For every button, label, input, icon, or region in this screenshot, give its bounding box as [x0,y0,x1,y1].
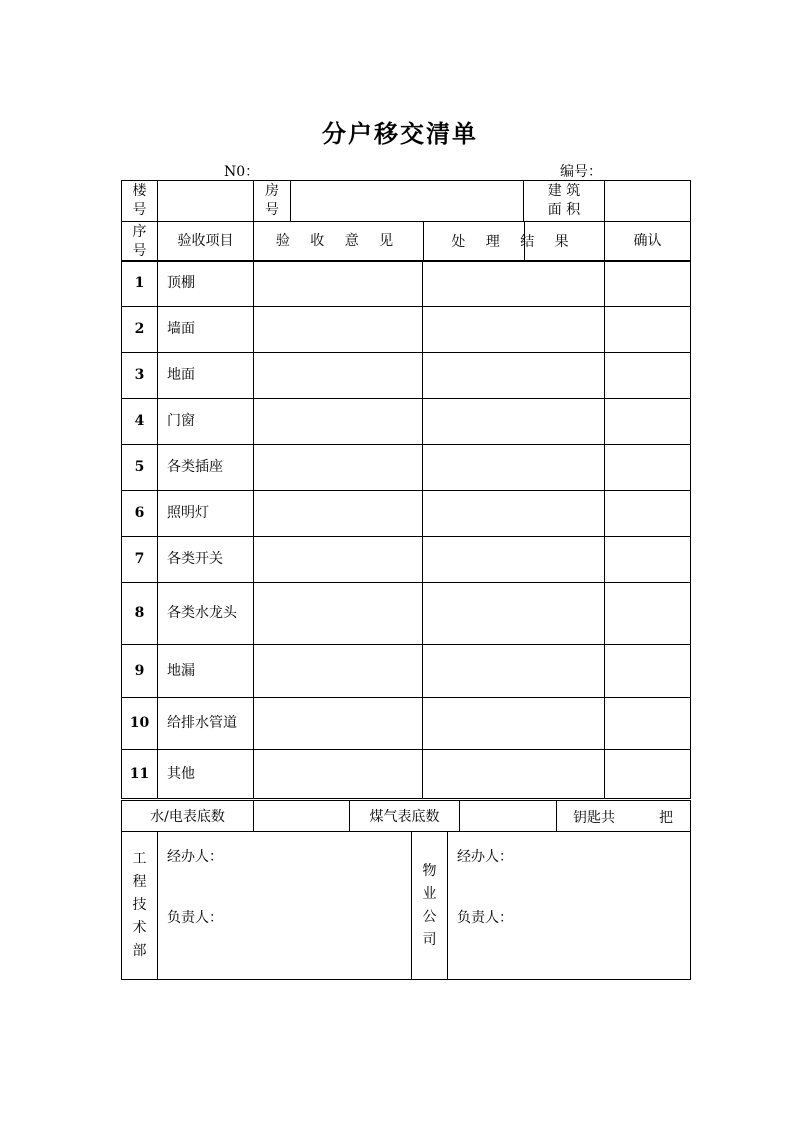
gas-meter-label: 煤气表底数 [350,801,460,832]
confirm-cell[interactable] [605,645,691,698]
opinion-cell[interactable] [254,583,423,645]
opinion-cell[interactable] [254,537,423,583]
opinion-cell[interactable] [254,353,423,399]
opinion-cell[interactable] [254,399,423,445]
row-item: 各类插座 [158,445,254,491]
area-label: 建 筑 面 积 [523,181,604,221]
result-cell[interactable] [423,537,605,583]
property-responsible-label: 负责人： [457,910,513,926]
result-cell[interactable] [423,445,605,491]
property-signature-area[interactable] [448,832,691,980]
engineering-responsible-label: 负责人： [167,910,223,926]
confirm-cell[interactable] [605,399,691,445]
property-handler-label: 经办人： [457,849,513,865]
table-row [122,583,691,645]
table-row [122,307,691,353]
meter-row [121,800,691,832]
row-item: 照明灯 [158,491,254,537]
result-cell[interactable] [423,261,605,307]
confirm-header: 确认 [605,222,691,262]
seq-header: 序 号 [122,222,158,262]
table-row [122,750,691,799]
table-row [122,491,691,537]
building-label: 楼 号 [122,181,158,222]
row-item: 各类水龙头 [158,583,254,645]
table-row [122,399,691,445]
table-row [122,261,691,307]
water-electric-meter-label: 水/电表底数 [122,801,254,832]
opinion-cell[interactable] [254,445,423,491]
opinion-cell[interactable] [254,491,423,537]
property-company-label: 物 业 公 司 [412,832,448,980]
confirm-cell[interactable] [605,750,691,799]
info-row [122,181,691,222]
result-cell[interactable] [423,491,605,537]
water-electric-meter-field[interactable] [254,801,350,832]
opinion-cell[interactable] [254,698,423,750]
row-number: 5 [122,445,158,491]
signature-table [121,831,691,980]
result-cell[interactable] [423,353,605,399]
engineering-handler-label: 经办人： [167,849,223,865]
row-item: 给排水管道 [158,698,254,750]
result-cell[interactable] [423,698,605,750]
column-header-row [122,222,691,262]
row-number: 3 [122,353,158,399]
inspection-items-table [121,260,691,799]
table-row [122,698,691,750]
row-item: 门窗 [158,399,254,445]
building-number-field[interactable] [158,181,254,222]
confirm-cell[interactable] [605,537,691,583]
result-cell[interactable] [423,307,605,353]
row-number: 4 [122,399,158,445]
gas-meter-field[interactable] [460,801,557,832]
row-number: 2 [122,307,158,353]
row-number: 1 [122,261,158,307]
row-item: 顶棚 [158,261,254,307]
row-item: 其他 [158,750,254,799]
result-cell[interactable] [423,583,605,645]
table-row [122,645,691,698]
row-number: 10 [122,698,158,750]
confirm-cell[interactable] [605,353,691,399]
opinion-cell[interactable] [254,307,423,353]
item-header: 验收项目 [158,222,254,262]
row-number: 6 [122,491,158,537]
handover-table [121,180,691,262]
table-row [122,537,691,583]
result-cell[interactable] [423,645,605,698]
confirm-cell[interactable] [605,583,691,645]
opinion-header: 验 收 意 见 [254,222,525,262]
confirm-cell[interactable] [605,491,691,537]
row-item: 各类开关 [158,537,254,583]
area-field[interactable] [605,181,691,222]
result-header-text: 处 理 结 果 [451,234,577,250]
engineering-signature-area[interactable] [158,832,412,980]
result-cell[interactable] [423,750,605,799]
row-item: 地面 [158,353,254,399]
row-item: 墙面 [158,307,254,353]
row-number: 8 [122,583,158,645]
keys-prefix: 钥匙共 [573,810,615,826]
opinion-cell[interactable] [254,261,423,307]
table-row [122,353,691,399]
confirm-cell[interactable] [605,445,691,491]
confirm-cell[interactable] [605,307,691,353]
confirm-cell[interactable] [605,698,691,750]
confirm-cell[interactable] [605,261,691,307]
opinion-cell[interactable] [254,750,423,799]
room-label: 房 号 [254,181,291,222]
row-number: 11 [122,750,158,799]
opinion-cell[interactable] [254,645,423,698]
row-number: 9 [122,645,158,698]
page-title: 分户移交清单 [322,120,478,148]
room-number-field[interactable] [291,181,605,222]
row-item: 地漏 [158,645,254,698]
keys-count[interactable] [557,801,691,832]
result-cell[interactable] [423,399,605,445]
row-number: 7 [122,537,158,583]
engineering-dept-label: 工 程 技 术 部 [122,832,158,980]
keys-suffix: 把 [659,810,673,826]
serial-number-label: 编号： [560,164,602,180]
table-row [122,445,691,491]
no-label: N0： [224,164,260,180]
